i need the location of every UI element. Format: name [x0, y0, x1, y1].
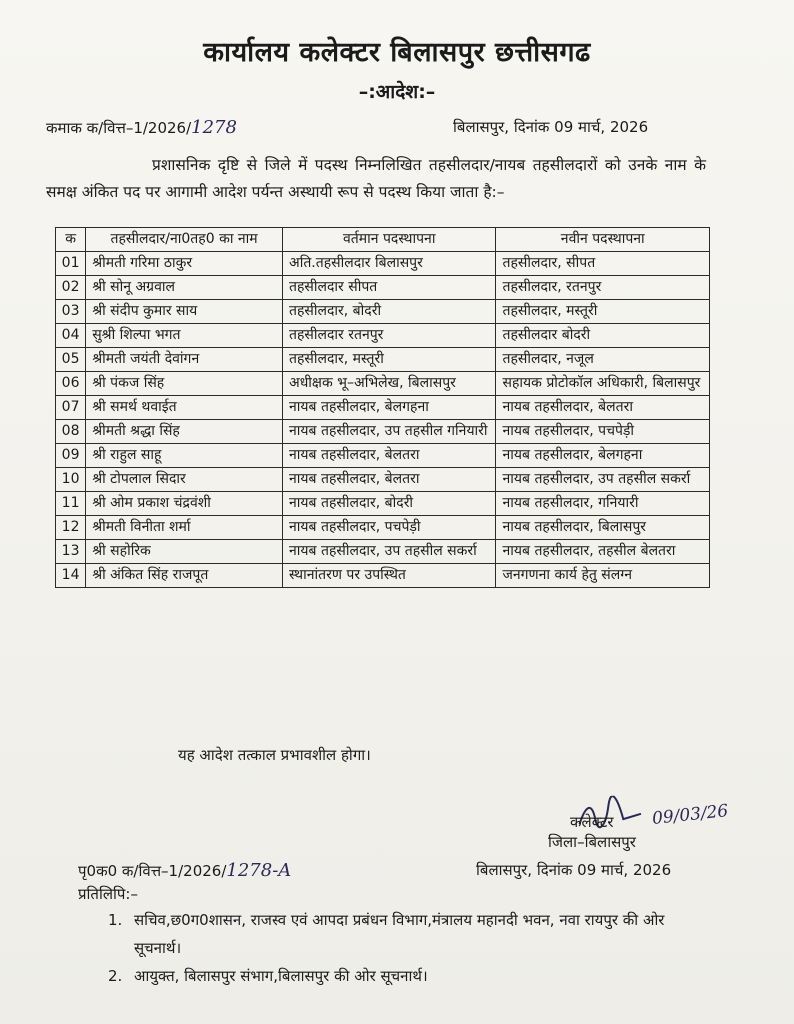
copy-number: 2.	[108, 967, 123, 985]
cell-new-posting: नायब तहसीलदार, गनियारी	[496, 492, 710, 516]
table-row	[56, 516, 710, 540]
cell-current-posting: नायब तहसीलदार, बेलतरा	[283, 468, 496, 492]
cell-current-posting: अधीक्षक भू–अभिलेख, बिलासपुर	[283, 372, 496, 396]
cell-current-posting: तहसीलदार, बोदरी	[283, 300, 496, 324]
designation-collector: कलेक्टर	[570, 813, 614, 831]
endorsement-place-date: बिलासपुर, दिनांक 09 मार्च, 2026	[476, 861, 672, 879]
table-row	[56, 492, 710, 516]
table-row	[56, 348, 710, 372]
cell-serial: 03	[56, 300, 86, 324]
designation-district: जिला–बिलासपुर	[548, 833, 636, 851]
cell-current-posting: तहसीलदार, मस्तूरी	[283, 348, 496, 372]
cell-name: श्री संदीप कुमार साय	[86, 300, 283, 324]
table-row	[56, 444, 710, 468]
cell-serial: 05	[56, 348, 86, 372]
cell-new-posting: तहसीलदार बोदरी	[496, 324, 710, 348]
cell-name: श्री पंकज सिंह	[86, 372, 283, 396]
table-row	[56, 276, 710, 300]
copy-label: प्रतिलिपि:–	[78, 885, 138, 903]
header-current-posting: वर्तमान पदस्थापना	[283, 228, 496, 252]
header-new-posting: नवीन पदस्थापना	[496, 228, 710, 252]
list-item	[108, 906, 708, 962]
table-row	[56, 564, 710, 588]
table-row	[56, 252, 710, 276]
cell-name: श्रीमती विनीता शर्मा	[86, 516, 283, 540]
cell-serial: 02	[56, 276, 86, 300]
cell-name: श्री सहोरिक	[86, 540, 283, 564]
order-reference-prefix: कमाक क/वित्त–1/2026/	[46, 119, 192, 137]
cell-serial: 10	[56, 468, 86, 492]
cell-new-posting: नायब तहसीलदार, उप तहसील सकर्रा	[496, 468, 710, 492]
copy-list	[108, 906, 708, 990]
cell-new-posting: नायब तहसीलदार, बेलगहना	[496, 444, 710, 468]
header-name: तहसीलदार/ना0तह0 का नाम	[86, 228, 283, 252]
order-heading: –:आदेश:–	[358, 81, 436, 103]
cell-name: श्रीमती गरिमा ठाकुर	[86, 252, 283, 276]
cell-current-posting: तहसीलदार सीपत	[283, 276, 496, 300]
cell-new-posting: नायब तहसीलदार, तहसील बेलतरा	[496, 540, 710, 564]
cell-new-posting: तहसीलदार, रतनपुर	[496, 276, 710, 300]
cell-serial: 13	[56, 540, 86, 564]
cell-serial: 08	[56, 420, 86, 444]
cell-new-posting: जनगणना कार्य हेतु संलग्न	[496, 564, 710, 588]
order-reference	[46, 117, 237, 138]
cell-new-posting: तहसीलदार, नजूल	[496, 348, 710, 372]
cell-serial: 06	[56, 372, 86, 396]
cell-serial: 01	[56, 252, 86, 276]
cell-serial: 12	[56, 516, 86, 540]
table-row	[56, 468, 710, 492]
cell-name: सुश्री शिल्पा भगत	[86, 324, 283, 348]
cell-current-posting: नायब तहसीलदार, बोदरी	[283, 492, 496, 516]
copy-text: सचिव,छ0ग0शासन, राजस्व एवं आपदा प्रबंधन विभाग,मंत्रालय महानदी भवन, नवा रायपुर की ओर सूचनार्थ।	[134, 911, 665, 957]
cell-name: श्री सोनू अग्रवाल	[86, 276, 283, 300]
cell-new-posting: तहसीलदार, सीपत	[496, 252, 710, 276]
order-number-handwritten: 1278	[191, 117, 237, 138]
cell-current-posting: नायब तहसीलदार, बेलगहना	[283, 396, 496, 420]
table-header-row	[56, 228, 710, 252]
table-row	[56, 540, 710, 564]
table-row	[56, 324, 710, 348]
cell-serial: 07	[56, 396, 86, 420]
cell-serial: 04	[56, 324, 86, 348]
table-row	[56, 300, 710, 324]
cell-serial: 14	[56, 564, 86, 588]
order-body-text: प्रशासनिक दृष्टि से जिले में पदस्थ निम्नलिखित तहसीलदार/नायब तहसीलदारों को उनके नाम के समक्ष अंकित पद पर आगामी आदेश पर्यन्त अस्थायी रूप से पदस्थ किया जाता है:–	[46, 156, 706, 201]
signature-date-handwritten: 09/03/26	[651, 801, 730, 829]
cell-name: श्रीमती जयंती देवांगन	[86, 348, 283, 372]
endorsement-number-handwritten: 1278-A	[226, 860, 292, 881]
endorsement-prefix: पृ0क0 क/वित्त–1/2026/	[78, 862, 227, 880]
cell-name: श्री टोपलाल सिदार	[86, 468, 283, 492]
posting-table	[55, 227, 710, 588]
list-item	[108, 962, 708, 990]
cell-current-posting: नायब तहसीलदार, उप तहसील सकर्रा	[283, 540, 496, 564]
signatory-designation	[548, 813, 636, 852]
cell-serial: 11	[56, 492, 86, 516]
cell-current-posting: स्थानांतरण पर उपस्थित	[283, 564, 496, 588]
header-serial: क	[56, 228, 86, 252]
cell-new-posting: नायब तहसीलदार, पचपेड़ी	[496, 420, 710, 444]
cell-name: श्री राहुल साहू	[86, 444, 283, 468]
table-row	[56, 372, 710, 396]
cell-name: श्री अंकित सिंह राजपूत	[86, 564, 283, 588]
endorsement-reference	[78, 860, 291, 881]
cell-current-posting: तहसीलदार रतनपुर	[283, 324, 496, 348]
cell-new-posting: सहायक प्रोटोकॉल अधिकारी, बिलासपुर	[496, 372, 710, 396]
cell-new-posting: नायब तहसीलदार, बिलासपुर	[496, 516, 710, 540]
copy-text: आयुक्त, बिलासपुर संभाग,बिलासपुर की ओर सूचनार्थ।	[134, 967, 428, 985]
cell-new-posting: नायब तहसीलदार, बेलतरा	[496, 396, 710, 420]
order-place-date: बिलासपुर, दिनांक 09 मार्च, 2026	[453, 118, 649, 136]
table-row	[56, 420, 710, 444]
office-title: कार्यालय कलेक्टर बिलासपुर छत्तीसगढ	[203, 37, 591, 68]
cell-serial: 09	[56, 444, 86, 468]
cell-current-posting: नायब तहसीलदार, बेलतरा	[283, 444, 496, 468]
copy-number: 1.	[108, 911, 123, 929]
cell-name: श्रीमती श्रद्धा सिंह	[86, 420, 283, 444]
cell-current-posting: अति.तहसीलदार बिलासपुर	[283, 252, 496, 276]
table-row	[56, 396, 710, 420]
closing-statement: यह आदेश तत्काल प्रभावशील होगा।	[178, 746, 371, 764]
cell-name: श्री समर्थ थवाईत	[86, 396, 283, 420]
cell-current-posting: नायब तहसीलदार, उप तहसील गनियारी	[283, 420, 496, 444]
cell-name: श्री ओम प्रकाश चंद्रवंशी	[86, 492, 283, 516]
cell-current-posting: नायब तहसीलदार, पचपेड़ी	[283, 516, 496, 540]
cell-new-posting: तहसीलदार, मस्तूरी	[496, 300, 710, 324]
